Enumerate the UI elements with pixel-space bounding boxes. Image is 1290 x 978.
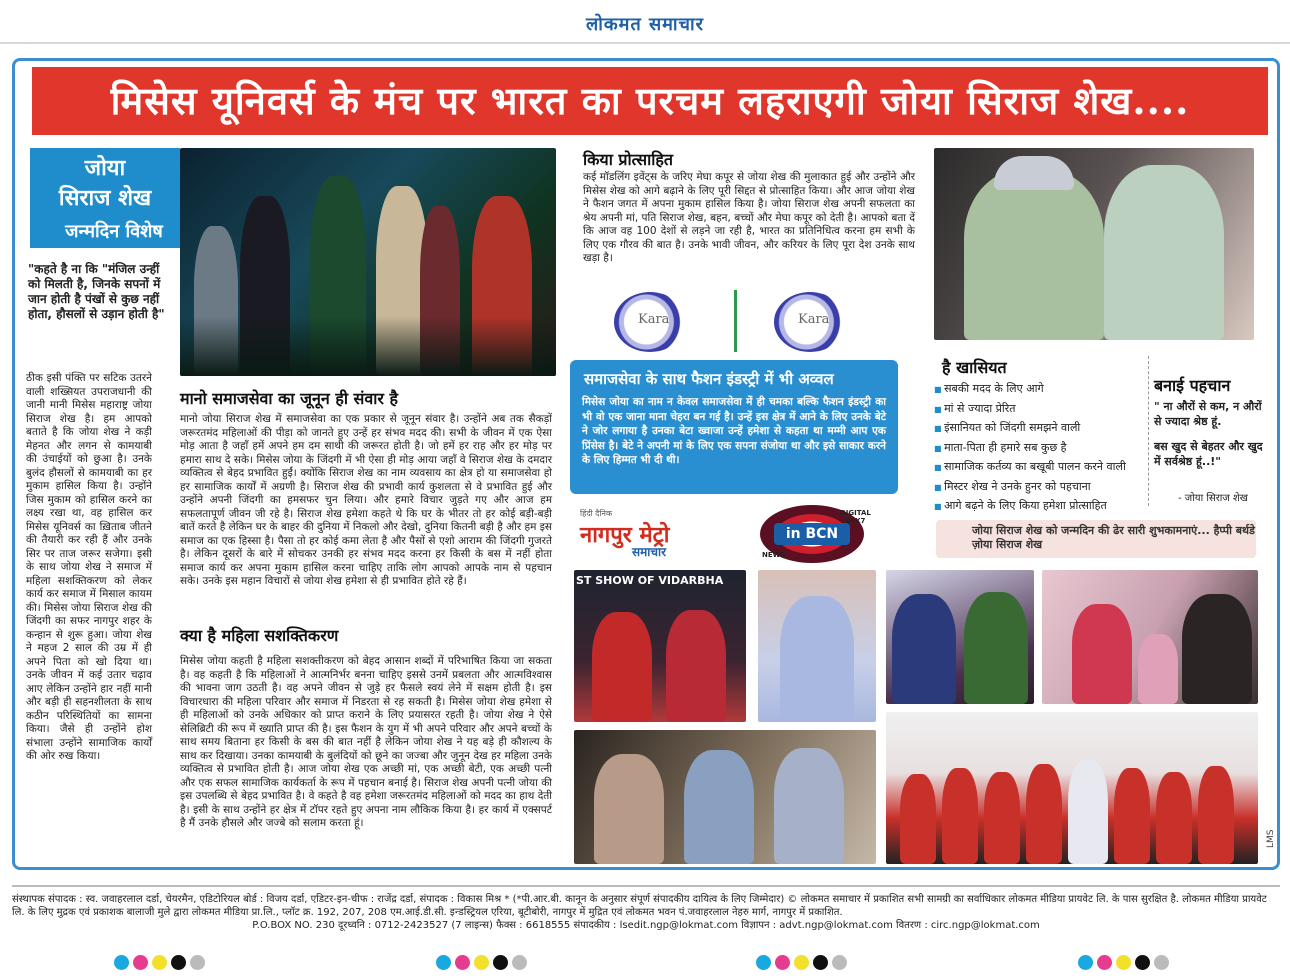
fashion-box bbox=[570, 360, 898, 494]
headline-banner: मिसेस यूनिवर्स के मंच पर भारत का परचम लहराएगी जोया सिराज शेख.... bbox=[32, 67, 1268, 135]
color-registration-2 bbox=[436, 955, 531, 971]
lms-mark: LMS bbox=[1266, 829, 1276, 848]
family-photo bbox=[1042, 570, 1258, 704]
feature-item: ■ आगे बढ़ने के लिए किया हमेशा प्रोत्साहित bbox=[934, 497, 1144, 517]
tag-line1: जोया bbox=[84, 156, 126, 181]
brand1-big: नागपुर मेट्रो bbox=[580, 522, 670, 548]
portrait-photo bbox=[934, 148, 1254, 340]
bcn-digital: DIGITAL 24X7 bbox=[840, 509, 871, 525]
bcn-logo bbox=[760, 505, 871, 563]
identity-quote-line2: बस खुद से बेहतर और खुद में सर्वश्रेष्ठ हूं..!" bbox=[1154, 440, 1263, 468]
tag-line3: जन्मदिन विशेष bbox=[40, 216, 188, 248]
left-column-text: ठीक इसी पंक्ति पर सटिक उतरने वाली शख्सियत उपराजधानी की जानी मानी मिसेस महाराष्ट्र जोया सिराज शेख है। हम आपको बताते है कि जोया शेख ने कड़ी मेहनत और लगन से कामयाबी की उंचाईयों को छुआ है। उनके बुलंद हौसलों से कामयाबी का हर मुकाम हासिल किया है। उन्होंने जिस मुकाम को हासिल करने का लक्ष्य रखा था, वह हासिल कर मिसेस यूनिवर्स का ख़िताब जीतने की तैयारी कर रही हैं और उनके सिर पर ताज जरूर सजेगा। इसी के साथ जोया शेख ने समाज में महिला सशक्तिकरण को लेकर कार्य कर समाज में मिसाल कायम की। मिसेस जोया सिराज शेख की जिंदगी का सफर नागपुर शहर के कन्हान से शुरू हुआ। जोया शेख ने महज 2 साल की उम्र में ही अपने पिता को खो दिया था। उनके जीवन में कई उतार चढ़ाव आए लेकिन उन्होंने हार नहीं मानी और बड़ी ही सहनशीलता के साथ कठीन परिस्थितियों का सामना किया। जैसे ही उन्होंने होश संभाला उन्होंने सामाजिक कार्यों की ओर रुख किया। bbox=[26, 372, 152, 762]
award-stage-photo bbox=[180, 148, 556, 376]
masthead-title: लोकमत समाचार bbox=[585, 14, 705, 35]
bcn-news: NEWS bbox=[762, 551, 786, 559]
identity-quote-line1: " ना औरों से कम, न औरों से ज्यादा श्रेष्ठ हूं. bbox=[1154, 400, 1262, 428]
birthday-wish: जोया सिराज शेख को जन्मदिन की ढेर सारी शुभकामनाएं... हैप्पी बर्थडे ज़ोया सिराज शेख bbox=[936, 520, 1256, 558]
brand1-small: हिंदी दैनिक bbox=[580, 509, 613, 518]
footer bbox=[12, 893, 1280, 932]
features-divider bbox=[1148, 356, 1149, 506]
photo-caption: ST SHOW OF VIDARBHA bbox=[576, 574, 724, 587]
features-title: है खासियत bbox=[942, 358, 1007, 377]
feature-item: ■ सबकी मदद के लिए आगे bbox=[934, 380, 1144, 400]
section2-title: क्या है महिला सशक्तिकरण bbox=[180, 626, 339, 645]
fashion-box-body: मिसेस जोया का नाम न केवल समाजसेवा में ही चमका बल्कि फैशन इंडस्ट्री का भी वो एक जाना माना चेहरा बन गई है। उन्हें इस क्षेत्र में आने के लिए उनके बेटे ने जोर लगाया है उनका बेटा ख्वाजा उन्हें हमेशा से कहता था मम्मी आप एक प्रिंसेस है। बेटे ने अपनी मां के लिए एक सपना संजोया था और इसे साकार करने के लिए हिम्मत भी दी थी। bbox=[582, 396, 886, 466]
felicitation-photo bbox=[886, 570, 1034, 704]
color-registration-3 bbox=[756, 955, 851, 971]
identity-quote bbox=[1154, 399, 1264, 469]
kara-logo-right: Kara bbox=[774, 292, 846, 352]
masthead bbox=[0, 0, 1290, 44]
tag-line2: सिराज शेख bbox=[58, 186, 152, 211]
signature: - जोया सिराज शेख bbox=[1178, 493, 1248, 504]
color-registration-4 bbox=[1078, 955, 1173, 971]
nagpur-metro-logo bbox=[580, 508, 750, 560]
students-photo bbox=[886, 712, 1258, 864]
color-registration-1 bbox=[114, 955, 209, 971]
trophy-photo bbox=[574, 570, 746, 722]
feature-item: ■ मिस्टर शेख ने उनके हुनर को पहचाना bbox=[934, 478, 1144, 498]
features-list bbox=[934, 380, 1144, 517]
award-group-photo bbox=[574, 730, 876, 864]
identity-title: बनाई पहचान bbox=[1154, 376, 1231, 395]
section2-body: मिसेस जोया कहती है महिला सशक्तीकरण को बेहद आसान शब्दों में परिभाषित किया जा सकता है। वह कहती है कि महिलाओं ने आत्मनिर्भर बनना चाहिए इससे उनमें प्रबलता और आत्मविश्वास की भावना जाग उठती है। वह अपने जीवन से जुड़े हर फैसले स्वयं लेने में सक्षम होती है। इस विचारधारा की महिला परिवार और समाज में निडरता से रह सकती है। मिसेस जोया शेख हमेशा से ही महिलाओं को उनके अधिकार को प्राप्त कराने के लिए प्रयासरत रहती है। जोया शेख ने ऐसे सेलिब्रिटी की रूप में ख्याति प्राप्त की है। इस फैशन के युग में भी अपने परिवार और अपने बच्चों के साथ समय बिताना हर किसी के बस की बात नहीं है लेकिन जोया शेख ने यह बड़े ही कौशल्य के साथ कर दिखाया। उनका कामयाबी के बुलंदियों को छूने का जज्बा और जुनून देख हर महिला उनके व्यक्तित्व से प्रभावित होती है। आज जोया शेख एक अच्छी मां, एक अच्छी बेटी, एक अच्छी पत्नी और एक सफल सामाजिक कार्यकर्ता के रूप में पहचान बनाई है। सिराज शेख अपनी पत्नी जोया की इस उपलब्धि से बेहद प्रभावित है। वे कहते है वह हमेशा जरूरतमंद महिलाओं को मदद का हाथ देती है। इसी के साथ उन्होंने हर क्षेत्र में टॉपर रहते हुए अपना नाम लौकिक किया है। हर कार्य में एक्सपर्ट है मैं उनके हौसले और जज्बे को सलाम करता हूं। bbox=[180, 655, 552, 829]
bcn-name: in BCN bbox=[774, 523, 850, 545]
footer-line1: संस्थापक संपादक : स्व. जवाहरलाल दर्डा, चेयरमैन, एडिटोरियल बोर्ड : विजय दर्डा, एडिटर-इन-चीफ : राजेंद्र दर्डा, संपादक : विकास मिश्र * (*पी.आर.बी. कानून के अनुसार संपूर्ण संपादकीय दायित्व के लिए जिम्मेदार) © लोकमत समाचार में प्रकाशित सभी सामग्री का सर्वाधिकार लोकमत मीडिया प्रायवेट लि. के पास सुरक्षित है. लोकमत मीडिया प्रायवेट लि. के लिए मुद्रक एवं प्रकाशक बालाजी मुले द्वारा लोकमत मीडिया प्रा.लि., प्लॉट क्र. 192, 207, 208 एम.आई.डी.सी. इन्डस्ट्रियल एरिया, बूटीबोरी, नागपुर में मुद्रित एवं लोकमत भवन पं.जवाहरलाल नेहरु मार्ग, नागपुर में प्रकाशित. bbox=[12, 894, 1267, 918]
kara-logos bbox=[614, 292, 864, 352]
crowned-girl-photo bbox=[758, 570, 876, 722]
section3-body: कई मॉडलिंग इवेंट्स के जरिए मेघा कपूर से जोया शेख की मुलाकात हुई और उन्होंने और मिसेस शेख को आगे बढ़ाने के लिए पूरी सिद्दत से प्रोत्साहित किया। और आज जोया शेख ने फैशन जगत में अपना मुकाम हासिल किया है। जोया सिराज शेख अपनी सफलता का श्रेय अपनी मां, पति सिराज शेख, बहन, बच्चों और मेघा कपूर को देती है। आपको बता दें कि आज वह 100 देशों से लड़ने जा रही है, भारत का प्रतिनिधित्व करना हम सभी के लिए एक गौरव की बात है। उनके भावी जीवन, और करियर के लिए पूरा देश उनके साथ खड़ा है। bbox=[583, 171, 915, 264]
kara-logo-left: Kara bbox=[614, 292, 686, 352]
section1-body: मानो जोया सिराज शेख में समाजसेवा का एक प्रकार से जूनून संवार है। उन्होंने अब तक सैकड़ों जरूरतमंद महिलाओं की पीड़ा को जानते हुए उन्हें हर संभव मदद की। सभी के जीवन में एक ऐसा मोड़ आता है जहाँ हमें अपने हम दम साथी की जरूरत होती है। जो हमें हर राह और हर मोड़ पर हमारा साथ दे सके। मिसेस जोया के जिंदगी में भी ऐसा ही मोड़ आया जहाँ वे सिराज शेख के दमदार व्यक्तित्व से बेहद प्रभावित हुईं। क्योंकि सिराज शेख का नाम व्यवसाय का क्षेत्र हो या समाजसेवा हो हर सामाजिक कार्यों में अग्रणी है। सिराज शेख की प्रभावी कार्य कुशलता से वे प्रभावित हुई और उन्होंने अपनी जिंदगी का हमसफर चुन लिया। और हमारे विचार जुड़ते गए और आज हम सफलतापूर्ण जीवन जी रहे है। सिराज शेख हमेशा कहते थे कि घर के भीतर तो हर कोई बड़ी-बड़ी बातें करते है लेकिन घर के बाहर की दुनिया में निकलो और देखो, दुनिया कितनी बड़ी है और हम इस समाज का एक हिस्सा है। पैसा तो हर कोई कमा लेता है और पैसों से एशो आराम की जिंदगी गुजरते है। लेकिन दूसरों के बारे में सोचकर उनकी हर संभव मदद करना हर किसी के बस में नहीं होता समाज कार्य कर अपना मुकाम हासिल करना चाहिए ताकि लोग आपको आपके नाम से पहचान सके। उनके इस महान विचारों से जोया शेख हमेशा से ही प्रभावित होते रहे हैं। bbox=[180, 413, 552, 587]
footer-rule bbox=[12, 885, 1280, 887]
footer-line2: P.O.BOX NO. 230 दूरध्वनि : 0712-2423527 (7 लाइन्स) फैक्स : 6618555 संपादकीय : lsedit.ngp@lokmat.com विज्ञापन : advt.ngp@lokmat.com वितरण : circ.ngp@lokmat.com bbox=[252, 920, 1040, 931]
fashion-box-title: समाजसेवा के साथ फैशन इंडस्ट्री में भी अव्वल bbox=[584, 370, 834, 388]
feature-item: ■ सामाजिक कर्तव्य का बखूबी पालन करने वाली bbox=[934, 458, 1144, 478]
feature-item: ■ इंसानियत को जिंदगी समझने वाली bbox=[934, 419, 1144, 439]
feature-item: ■ मां से ज्यादा प्रेरित bbox=[934, 400, 1144, 420]
pull-quote: "कहते है ना कि "मंजिल उन्हीं को मिलती है, जिनके सपनों में जान होती है पंखों से कुछ नहीं होता, हौसलों से उड़ान होती है" bbox=[28, 262, 165, 321]
section1-title: मानो समाजसेवा का जूनून ही संवार है bbox=[180, 389, 399, 408]
logo-divider bbox=[734, 290, 737, 352]
section3-title: किया प्रोत्साहित bbox=[583, 150, 673, 169]
brand1-sub: समाचार bbox=[632, 545, 667, 559]
name-tag bbox=[30, 148, 180, 248]
feature-item: ■ माता-पिता ही हमारे सब कुछ है bbox=[934, 439, 1144, 459]
